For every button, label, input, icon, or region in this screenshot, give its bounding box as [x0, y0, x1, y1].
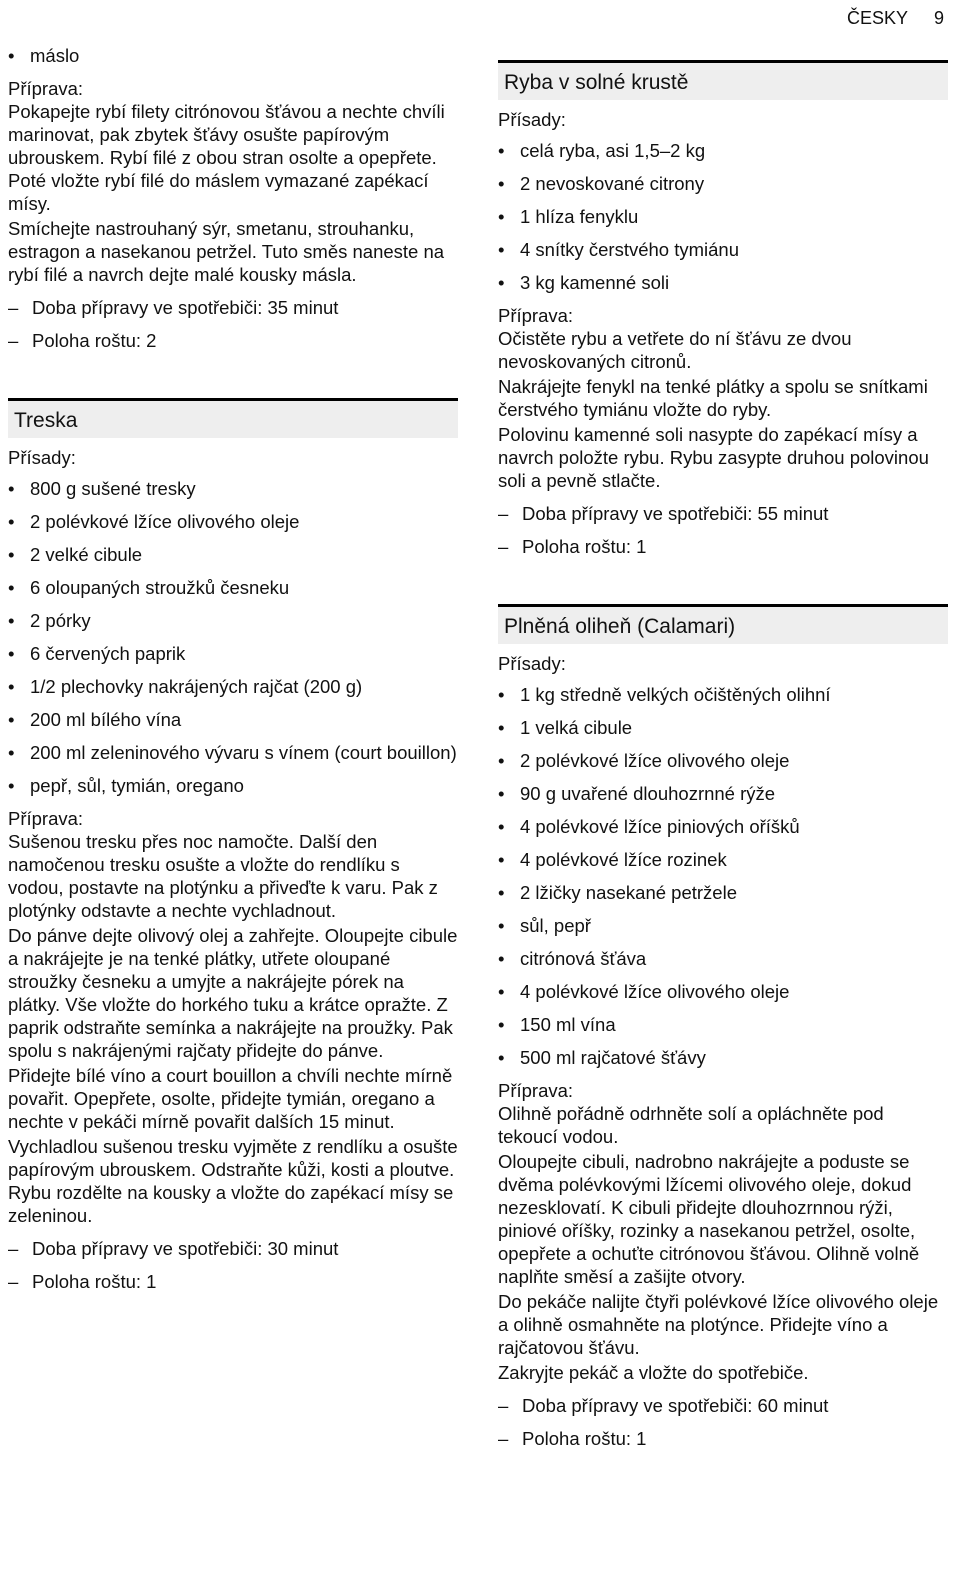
list-item: • máslo — [8, 44, 458, 67]
list-item: • 150 ml vína — [498, 1013, 948, 1036]
ingredients-list — [498, 139, 948, 294]
right-column — [498, 60, 948, 1460]
section-title-calamari: Plněná oliheň (Calamari) — [498, 604, 948, 644]
prep-label: Příprava: — [498, 1080, 574, 1101]
section-title-treska: Treska — [8, 398, 458, 438]
ingredients-list — [8, 477, 458, 797]
list-item: • 2 pórky — [8, 609, 458, 632]
page-header — [847, 8, 944, 29]
list-item: • sůl, pepř — [498, 914, 948, 937]
list-item: • 90 g uvařené dlouhozrnné rýže — [498, 782, 948, 805]
list-item: • 3 kg kamenné soli — [498, 271, 948, 294]
list-item: • 500 ml rajčatové šťávy — [498, 1046, 948, 1069]
list-item: • citrónová šťáva — [498, 947, 948, 970]
list-item: • 1 velká cibule — [498, 716, 948, 739]
prep-label: Příprava: — [498, 305, 574, 326]
list-item: • 4 polévkové lžíce rozinek — [498, 848, 948, 871]
list-item: • 200 ml bílého vína — [8, 708, 458, 731]
cooking-time: – Doba přípravy ve spotřebiči: 60 minut — [498, 1394, 948, 1417]
ingredients-list — [498, 683, 948, 1069]
cooking-time: – Doba přípravy ve spotřebiči: 55 minut — [498, 502, 948, 525]
paragraph: Do pánve dejte olivový olej a zahřejte. Oloupejte cibule a nakrájejte je na tenké plátky, utřete oloupané stroužky česneku a umyjte a nakrájejte pórek na plátky. Vše vložte do horkého tuku a krátce opražte. Z paprik odstraňte semínka a nakrájejte na proužky. Pak spolu s nakrájenými rajčaty přidejte do pánve. — [8, 925, 458, 1061]
language-label: ČESKY — [846, 8, 908, 28]
paragraph: Nakrájejte fenykl na tenké plátky a spolu se snítkami čerstvého tymiánu vložte do ryby. — [498, 376, 928, 420]
list-item: • 800 g sušené tresky — [8, 477, 458, 500]
list-item: • pepř, sůl, tymián, oregano — [8, 774, 458, 797]
list-item: • 2 polévkové lžíce olivového oleje — [498, 749, 948, 772]
paragraph: Vychladlou sušenou tresku vyjměte z rendlíku a osušte papírovým ubrouskem. Odstraňte kůži, kosti a ploutve. Rybu rozdělte na kousky a vložte do zapékací mísy se zeleninou. — [8, 1136, 458, 1226]
shelf-position: – Poloha roštu: 1 — [498, 535, 948, 558]
ingredients-label: Přísady: — [498, 109, 566, 130]
cooking-time: – Doba přípravy ve spotřebiči: 30 minut — [8, 1237, 458, 1260]
list-item: • 1/2 plechovky nakrájených rajčat (200 g) — [8, 675, 458, 698]
left-column — [8, 44, 458, 1303]
paragraph: Pokapejte rybí filety citrónovou šťávou a nechte chvíli marinovat, pak zbytek šťávy osušte papírovým ubrouskem. Rybí filé z obou stran osolte a opepřete. Poté vložte rybí filé do máslem vymazané zapékací mísy. — [8, 101, 445, 214]
paragraph: Sušenou tresku přes noc namočte. Další den namočenou tresku osušte a vložte do rendlíku s vodou, postavte na plotýnku a přiveďte k varu. Pak z plotýnky odstavte a nechte vychladnout. — [8, 831, 438, 921]
list-item: • 2 polévkové lžíce olivového oleje — [8, 510, 458, 533]
paragraph: Smíchejte nastrouhaný sýr, smetanu, strouhanku, estragon a nasekanou petržel. Tuto směs naneste na rybí filé a navrch dejte malé kousky másla. — [8, 218, 445, 285]
paragraph: Přidejte bílé víno a court bouillon a chvíli nechte mírně povařit. Opepřete, osolte, přidejte tymián, oregano a nechte v pekáči mírně povařit dalších 15 minut. — [8, 1065, 453, 1132]
list-item: • 200 ml zeleninového vývaru s vínem (court bouillon) — [8, 741, 458, 764]
paragraph: Očistěte rybu a vetřete do ní šťávu ze dvou nevoskovaných citronů. — [498, 328, 852, 372]
shelf-position: – Poloha roštu: 1 — [498, 1427, 948, 1450]
list-item: • 4 polévkové lžíce olivového oleje — [498, 980, 948, 1003]
list-item: • 2 lžičky nasekané petržele — [498, 881, 948, 904]
paragraph: Oloupejte cibuli, nadrobno nakrájejte a poduste se dvěma polévkovými lžícemi olivového oleje, dokud nezesklovatí. K cibuli přidejte dlouhozrnnou rýži, piniové oříšky, rozinky a nasekanou petržel, osolte, opepřete a ochuťte citrónovou šťávou. Olihně volně naplňte směsí a zašijte otvory. — [498, 1151, 920, 1287]
section-title-ryba: Ryba v solné krustě — [498, 60, 948, 100]
paragraph: Olihně pořádně odrhněte solí a opláchněte pod tekoucí vodou. — [498, 1103, 884, 1147]
page-number: 9 — [933, 8, 944, 28]
cooking-time: – Doba přípravy ve spotřebiči: 35 minut — [8, 296, 458, 319]
list-item: • 2 velké cibule — [8, 543, 458, 566]
ingredients-label: Přísady: — [8, 447, 76, 468]
list-item: • 1 kg středně velkých očištěných olihní — [498, 683, 948, 706]
list-item: • 1 hlíza fenyklu — [498, 205, 948, 228]
paragraph: Zakryjte pekáč a vložte do spotřebiče. — [498, 1362, 809, 1383]
paragraph: Polovinu kamenné soli nasypte do zapékací mísy a navrch položte rybu. Rybu zasypte druhou polovinou soli a pevně stlačte. — [498, 424, 929, 491]
list-item: • 4 snítky čerstvého tymiánu — [498, 238, 948, 261]
list-item: • 4 polévkové lžíce piniových oříšků — [498, 815, 948, 838]
shelf-position: – Poloha roštu: 1 — [8, 1270, 458, 1293]
list-item: • 6 červených paprik — [8, 642, 458, 665]
list-item: • 2 nevoskované citrony — [498, 172, 948, 195]
paragraph: Do pekáče nalijte čtyři polévkové lžíce olivového oleje a olihně osmahněte na plotýnce. Přidejte víno a rajčatovou šťávu. — [498, 1291, 939, 1358]
shelf-position: – Poloha roštu: 2 — [8, 329, 458, 352]
prep-label: Příprava: — [8, 78, 84, 99]
ingredients-label: Přísady: — [498, 653, 566, 674]
list-item: • 6 oloupaných stroužků česneku — [8, 576, 458, 599]
prep-label: Příprava: — [8, 808, 84, 829]
list-item: • celá ryba, asi 1,5–2 kg — [498, 139, 948, 162]
